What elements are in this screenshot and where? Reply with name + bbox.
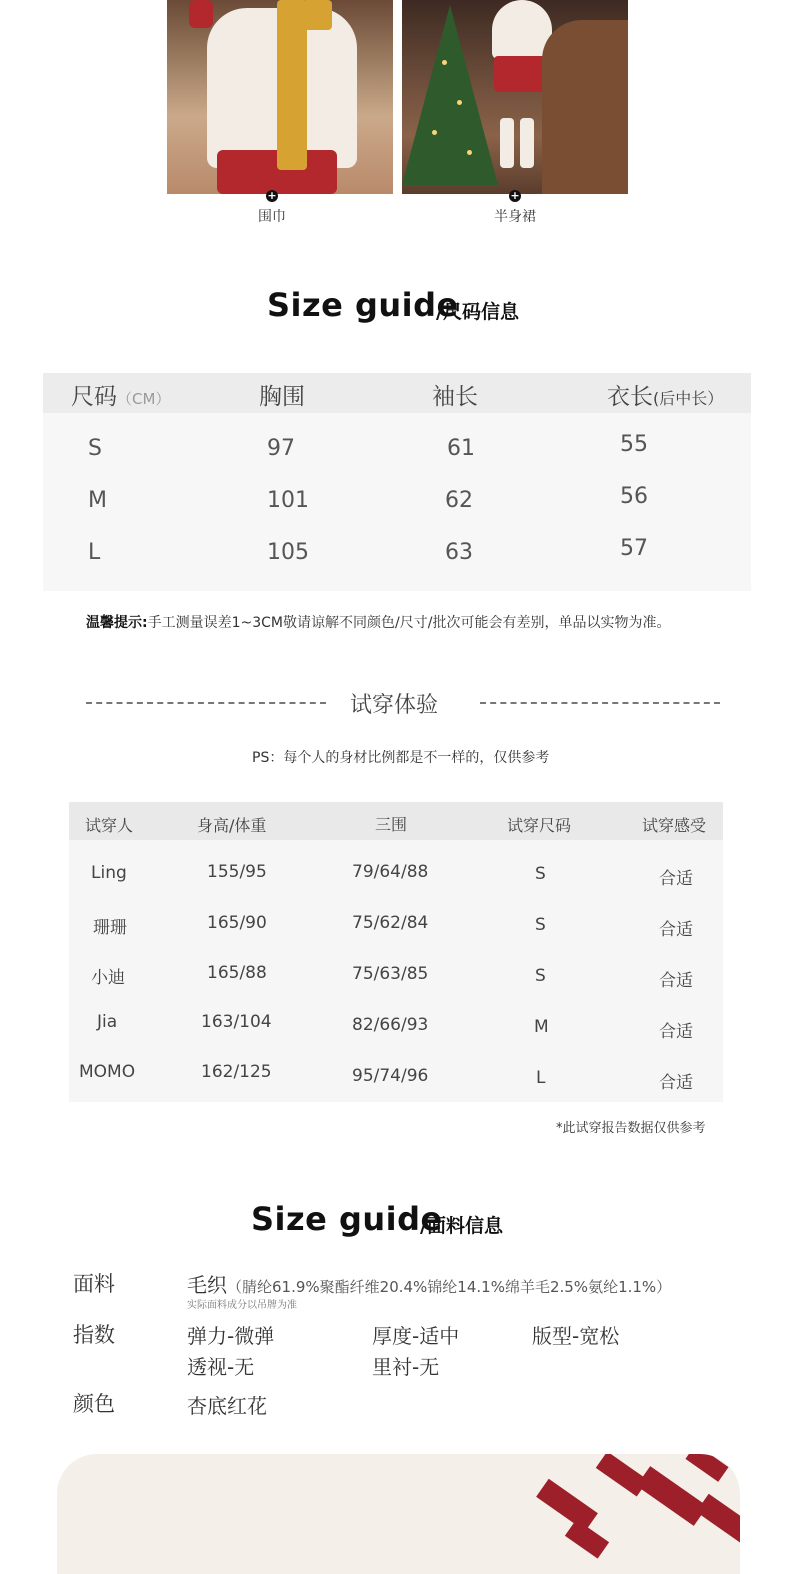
plus-icon[interactable]: + [510,189,520,202]
td-height-weight: 163/104 [201,1012,272,1032]
th-feeling: 试穿感受 [642,816,707,835]
size-table [43,373,751,591]
plus-icon[interactable]: + [267,189,277,202]
trial-report-note: *此试穿报告数据仅供参考 [556,1121,706,1136]
chest-cell: 101 [267,488,309,513]
product-photo-skirt [402,0,628,194]
td-height-weight: 165/88 [207,963,267,983]
td-height-weight: 155/95 [207,862,267,882]
td-person: 珊珊 [93,918,127,938]
index-lining: 里衬-无 [372,1355,440,1379]
td-trial-size: L [536,1068,546,1088]
td-trial-size: M [534,1017,549,1037]
td-trial-size: S [535,864,546,884]
td-trial-size: S [535,915,546,935]
trial-title: 试穿体验 [350,693,439,718]
td-feeling: 合适 [659,1022,693,1042]
td-feeling: 合适 [659,971,693,991]
td-measurements: 75/63/85 [352,964,429,984]
chest-cell: 97 [267,436,295,461]
color-label: 颜色 [73,1392,115,1416]
header-sleeve: 袖长 [432,384,478,410]
td-trial-size: S [535,966,546,986]
index-thickness: 厚度-适中 [372,1324,460,1348]
td-feeling: 合适 [659,1073,693,1093]
td-measurements: 95/74/96 [352,1066,429,1086]
td-feeling: 合适 [659,869,693,889]
index-transparency: 透视-无 [187,1355,255,1379]
sleeve-cell: 63 [445,540,473,565]
color-value: 杏底红花 [187,1394,267,1418]
sleeve-cell: 61 [447,436,475,461]
divider-left [86,702,326,704]
size-guide-subtitle: /尺码信息 [436,301,519,323]
th-person: 试穿人 [85,816,134,835]
fabric-guide-title: Size guide [251,1200,443,1238]
td-person: Ling [91,863,127,883]
td-measurements: 82/66/93 [352,1015,429,1035]
length-cell: 56 [620,484,648,509]
chest-cell: 105 [267,540,309,565]
product-photo-scarf [167,0,393,194]
size-cell: L [88,540,101,565]
td-person: Jia [97,1012,118,1032]
size-cell: M [88,488,107,513]
header-length: 衣长(后中长） [607,384,724,410]
index-fit: 版型-宽松 [532,1324,620,1348]
td-height-weight: 165/90 [207,913,267,933]
td-person: 小迪 [91,968,125,988]
header-chest: 胸围 [259,384,305,410]
header-size: 尺码（CM） [71,384,171,410]
material-label: 面料 [73,1272,115,1296]
measurement-tip: 温馨提示:手工测量误差1~3CM敬请谅解不同颜色/尺寸/批次可能会有差别，单品以实物为准。 [86,615,671,631]
material-value: 毛织（腈纶61.9%聚酯纤维20.4%锦纶14.1%绵羊毛2.5%氨纶1.1%） [187,1273,672,1297]
td-measurements: 75/62/84 [352,913,429,933]
fabric-closeup-photo [57,1454,740,1574]
td-feeling: 合适 [659,920,693,940]
td-measurements: 79/64/88 [352,862,429,882]
th-height-weight: 身高/体重 [197,816,267,835]
length-cell: 57 [620,536,648,561]
photo-caption-skirt: 半身裙 [494,209,536,225]
th-measurements: 三围 [375,815,408,834]
th-trial-size: 试穿尺码 [507,816,572,835]
material-note: 实际面料成分以吊牌为准 [187,1300,297,1311]
td-person: MOMO [79,1062,136,1082]
index-elasticity: 弹力-微弹 [187,1324,275,1348]
td-height-weight: 162/125 [201,1062,272,1082]
size-cell: S [88,436,102,461]
photo-caption-scarf: 围巾 [258,209,286,225]
fabric-guide-subtitle: /面料信息 [420,1215,503,1237]
trial-table [69,802,723,1102]
sleeve-cell: 62 [445,488,473,513]
divider-right [480,702,720,704]
length-cell: 55 [620,432,648,457]
size-guide-title: Size guide [267,286,459,324]
index-label: 指数 [73,1323,115,1347]
trial-ps-note: PS：每个人的身材比例都是不一样的，仅供参考 [252,750,550,766]
